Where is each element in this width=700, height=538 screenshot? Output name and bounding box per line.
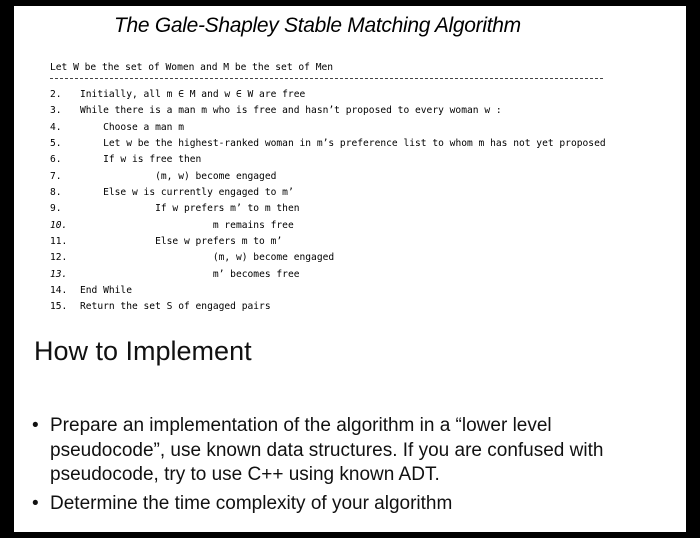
line-text (80, 283, 666, 299)
line-body: m’ becomes free (212, 268, 300, 280)
line-number: 12. (50, 252, 68, 264)
line-number: 10. (50, 219, 68, 231)
bullet-text: Prepare an implementation of the algorithm in a “lower level pseudocode”, use known data structures. If you are confused with pseudocode, try to use C++ using known ADT. (50, 415, 604, 485)
line-number: 15. (50, 301, 68, 313)
line-indent (80, 138, 103, 149)
line-number: 9. (50, 203, 62, 215)
bullet-list (32, 414, 672, 520)
line-text (80, 201, 666, 217)
line-body: Return the set S of engaged pairs (80, 301, 271, 313)
line-text (80, 299, 666, 315)
code-line (50, 152, 666, 168)
line-number: 8. (50, 187, 62, 199)
code-lines (50, 87, 666, 316)
line-text (80, 103, 666, 119)
line-number: 2. (50, 89, 62, 100)
line-body: (m, w) become engaged (155, 170, 277, 182)
line-body: Else w is currently engaged to m’ (103, 187, 294, 199)
bullet-text: Determine the time complexity of your algorithm (50, 492, 453, 514)
bullet-item (32, 414, 672, 488)
line-body: Choose a man m (103, 121, 184, 133)
line-text (80, 136, 666, 152)
line-number: 7. (50, 170, 62, 182)
code-line (50, 185, 666, 201)
line-number: 11. (50, 236, 68, 248)
line-number: 4. (50, 121, 62, 133)
code-line (50, 87, 666, 103)
slide (14, 6, 686, 532)
line-body: Let w be the highest-ranked woman in m’s preference list to whom m has not yet proposed (103, 138, 606, 150)
line-body: Else w prefers m to m’ (155, 236, 283, 248)
algorithm-pseudocode (50, 60, 666, 316)
line-text (80, 87, 666, 103)
code-line (50, 250, 666, 266)
line-indent (80, 154, 103, 165)
line-body: While there is a man m who is free and hasn’t proposed to every woman w : (80, 105, 502, 117)
line-body: (m, w) become engaged (212, 252, 335, 264)
line-indent (80, 252, 213, 263)
code-line (50, 218, 666, 234)
line-number: 13. (50, 268, 68, 280)
code-line (50, 299, 666, 315)
line-indent (80, 171, 155, 182)
line-text (80, 169, 666, 185)
line-text (80, 250, 666, 266)
line-body: m remains free (212, 219, 294, 231)
code-line (50, 267, 666, 283)
line-text (80, 120, 666, 136)
line-text (80, 218, 666, 234)
line-number: 6. (50, 154, 62, 166)
intro-line: Let W be the set of Women and M be the set of Men (50, 62, 334, 73)
code-line (50, 103, 666, 119)
line-body: End While (80, 285, 132, 297)
slide-title: The Gale-Shapley Stable Matching Algorithm (114, 14, 521, 37)
line-number: 3. (50, 105, 62, 117)
code-line (50, 120, 666, 136)
code-line (50, 283, 666, 299)
line-body: If w is free then (103, 154, 202, 166)
code-line (50, 201, 666, 217)
bullet-item (32, 492, 672, 517)
line-indent (80, 236, 155, 247)
code-line (50, 169, 666, 185)
section-heading: How to Implement (34, 336, 252, 366)
line-indent (80, 187, 103, 198)
line-text (80, 185, 666, 201)
line-indent (80, 220, 213, 231)
code-line (50, 136, 666, 152)
bullet-dot-icon: • (32, 492, 39, 514)
line-indent (80, 203, 155, 214)
bullet-dot-icon: • (32, 415, 39, 436)
line-number: 14. (50, 285, 68, 297)
line-body: If w prefers m’ to m then (155, 203, 300, 215)
line-body: Initially, all m ∈ M and w ∈ W are free (80, 89, 306, 100)
code-line (50, 234, 666, 250)
dashed-divider (50, 78, 603, 79)
line-text (80, 152, 666, 168)
line-text (80, 267, 666, 283)
line-number: 5. (50, 138, 62, 150)
line-indent (80, 122, 103, 133)
line-indent (80, 269, 213, 280)
line-text (80, 234, 666, 250)
